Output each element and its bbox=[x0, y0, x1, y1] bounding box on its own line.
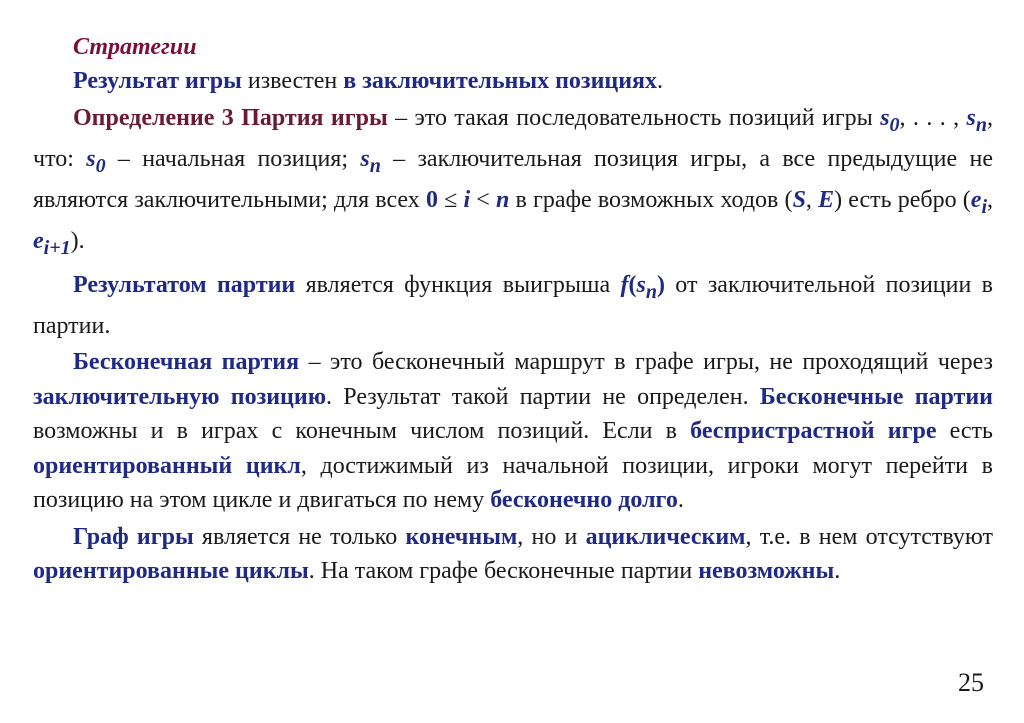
term-game-play: Партия игры bbox=[241, 104, 388, 131]
page-number: 25 bbox=[958, 668, 984, 697]
text: возможны и в играх с конечным числом позиций. Если в bbox=[33, 418, 691, 445]
subscript: n bbox=[975, 113, 987, 136]
text: – начальная позиция; bbox=[105, 145, 361, 172]
paren: ) bbox=[656, 271, 665, 298]
text: , что: bbox=[33, 104, 993, 172]
symbol-f: f bbox=[620, 271, 629, 298]
text: известен bbox=[241, 68, 344, 94]
symbol-E: E bbox=[818, 187, 835, 214]
symbol-sn bbox=[360, 145, 381, 177]
term-directed-cycle: ориентированный цикл bbox=[33, 452, 301, 479]
term-infinite-plays: Бесконечные партии bbox=[759, 383, 993, 410]
formula-lt: < bbox=[470, 187, 496, 214]
text: , но и bbox=[517, 523, 586, 550]
symbol-ei bbox=[970, 187, 987, 218]
text: . bbox=[657, 68, 664, 94]
symbol-sn bbox=[636, 271, 657, 303]
subscript: i bbox=[981, 195, 987, 218]
subscript: n bbox=[645, 280, 657, 303]
symbol-sn bbox=[966, 104, 987, 136]
formula-leq: ≤ bbox=[437, 187, 464, 214]
definition-label: Определение 3 bbox=[73, 104, 234, 131]
text: ) есть ребро ( bbox=[834, 187, 971, 214]
text: от заключительной позиции в партии. bbox=[33, 271, 993, 339]
term-final-positions: в заключительных позициях bbox=[343, 68, 658, 94]
symbol-letter: s bbox=[86, 145, 96, 172]
symbol-s0 bbox=[880, 104, 900, 136]
text: – это такая последовательность позиций игры bbox=[387, 104, 881, 131]
paragraph-game-graph bbox=[33, 520, 993, 589]
term-impartial-game: беспристрастной игре bbox=[690, 418, 937, 445]
symbol-S: S bbox=[792, 187, 806, 214]
symbol-letter: s bbox=[966, 104, 976, 131]
text: является не только bbox=[193, 523, 406, 550]
text: . bbox=[834, 558, 841, 585]
symbol-ei1 bbox=[33, 228, 71, 260]
term-directed-cycles: ориентированные циклы bbox=[33, 558, 309, 585]
formula-i: i bbox=[463, 187, 471, 214]
text: . bbox=[677, 487, 684, 514]
term-impossible: невозможны bbox=[698, 558, 835, 585]
formula-n: n bbox=[495, 187, 510, 214]
symbol-letter: s bbox=[880, 104, 890, 131]
symbol-letter: e bbox=[33, 228, 44, 255]
text: , достижимый из начальной позиции, игроки могут перейти в позицию на этом цикле и двигаться по нему bbox=[33, 452, 994, 514]
subscript: i+1 bbox=[43, 237, 71, 260]
text: , bbox=[987, 187, 993, 214]
text: – заключительная позиция игры, а все предыдущие не являются заключительными; для всех bbox=[33, 145, 993, 214]
term-game-result: Результат игры bbox=[73, 68, 242, 94]
subscript: 0 bbox=[889, 113, 900, 136]
slide-content bbox=[33, 30, 993, 589]
paragraph-definition bbox=[33, 101, 993, 266]
text: , . . . , bbox=[899, 104, 967, 131]
symbol-letter: e bbox=[970, 187, 982, 214]
formula-zero: 0 bbox=[425, 187, 438, 214]
term-finite: конечным bbox=[405, 523, 518, 550]
slide-heading: Стратегии bbox=[73, 34, 197, 60]
subscript: n bbox=[369, 154, 381, 177]
term-final-position: заключительную позицию bbox=[33, 383, 327, 410]
term-infinitely-long: бесконечно долго bbox=[490, 487, 678, 514]
text: является функция выигрыша bbox=[295, 271, 621, 298]
term-infinite-play: Бесконечная партия bbox=[73, 349, 300, 376]
text: , т.е. в нем отсутствуют bbox=[745, 523, 994, 550]
subscript: 0 bbox=[95, 154, 106, 177]
text: ). bbox=[70, 228, 85, 255]
text: . Результат такой партии не определен. bbox=[326, 383, 760, 410]
symbol-s0 bbox=[86, 145, 106, 177]
term-result-of-play: Результатом партии bbox=[73, 271, 296, 298]
text: – это бесконечный маршрут в графе игры, не проходящий через bbox=[299, 349, 993, 376]
paragraph-result bbox=[33, 64, 993, 99]
text: , bbox=[805, 187, 819, 214]
text: . На таком графе бесконечные партии bbox=[308, 558, 699, 585]
text: есть bbox=[936, 418, 993, 445]
term-game-graph: Граф игры bbox=[73, 523, 194, 550]
term-acyclic: ациклическим bbox=[585, 523, 746, 550]
paren: ( bbox=[628, 271, 637, 298]
paragraph-infinite-play bbox=[33, 345, 993, 518]
symbol-letter: s bbox=[636, 271, 646, 298]
text: в графе возможных ходов ( bbox=[509, 187, 793, 214]
symbol-letter: s bbox=[360, 145, 370, 172]
paragraph-result-of-play bbox=[33, 268, 993, 344]
